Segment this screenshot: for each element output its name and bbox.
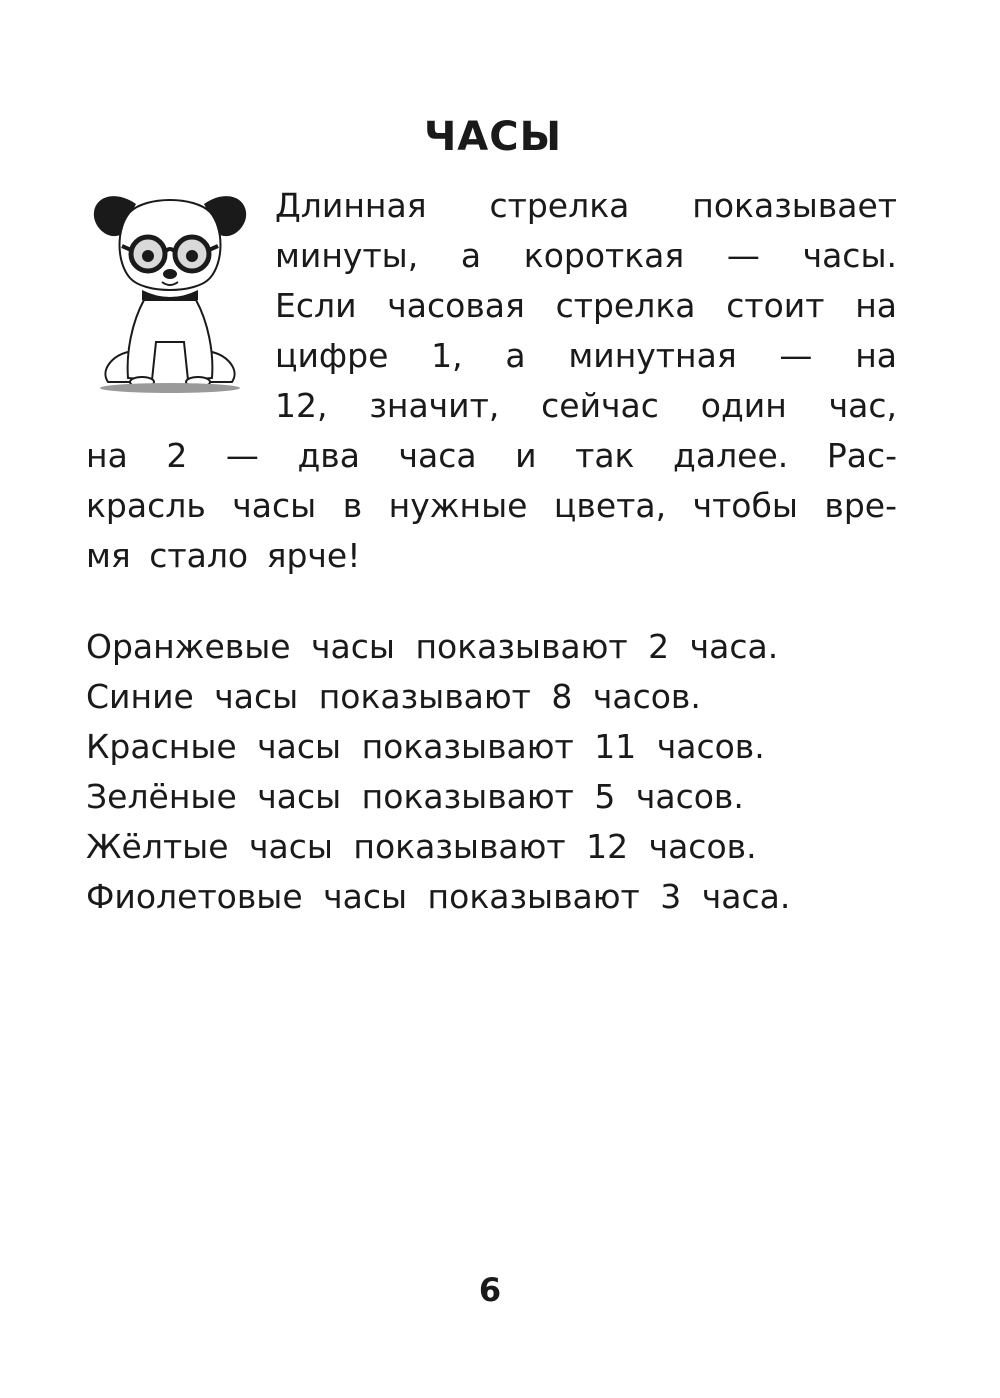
task-item: Жёлтые часы показывают 12 часов. — [86, 827, 757, 866]
paragraph-line: 12, значит, сейчас один час, — [275, 386, 897, 425]
page-number: 6 — [478, 1271, 502, 1309]
paragraph-line: красль часы в нужные цвета, чтобы вре- — [86, 486, 897, 525]
task-item: Зелёные часы показывают 5 часов. — [86, 777, 744, 816]
page-title: ЧАСЫ — [423, 114, 563, 160]
task-list — [86, 622, 790, 922]
paragraph-line: цифре 1, а минутная — на — [275, 336, 897, 375]
puppy-with-glasses-icon — [86, 182, 254, 394]
task-item: Оранжевые часы показывают 2 часа. — [86, 627, 779, 666]
task-item: Синие часы показывают 8 часов. — [86, 677, 701, 716]
paragraph-line: мя стало ярче! — [86, 536, 361, 575]
task-item: Фиолетовые часы показывают 3 часа. — [86, 877, 791, 916]
paragraph-line: Если часовая стрелка стоит на — [275, 286, 897, 325]
paragraph-line: на 2 — два часа и так далее. Рас- — [86, 436, 897, 475]
paragraph-line: Длинная стрелка показывает — [275, 186, 897, 225]
task-item: Красные часы показывают 11 часов. — [86, 727, 765, 766]
paragraph-line: минуты, а короткая — часы. — [275, 236, 897, 275]
